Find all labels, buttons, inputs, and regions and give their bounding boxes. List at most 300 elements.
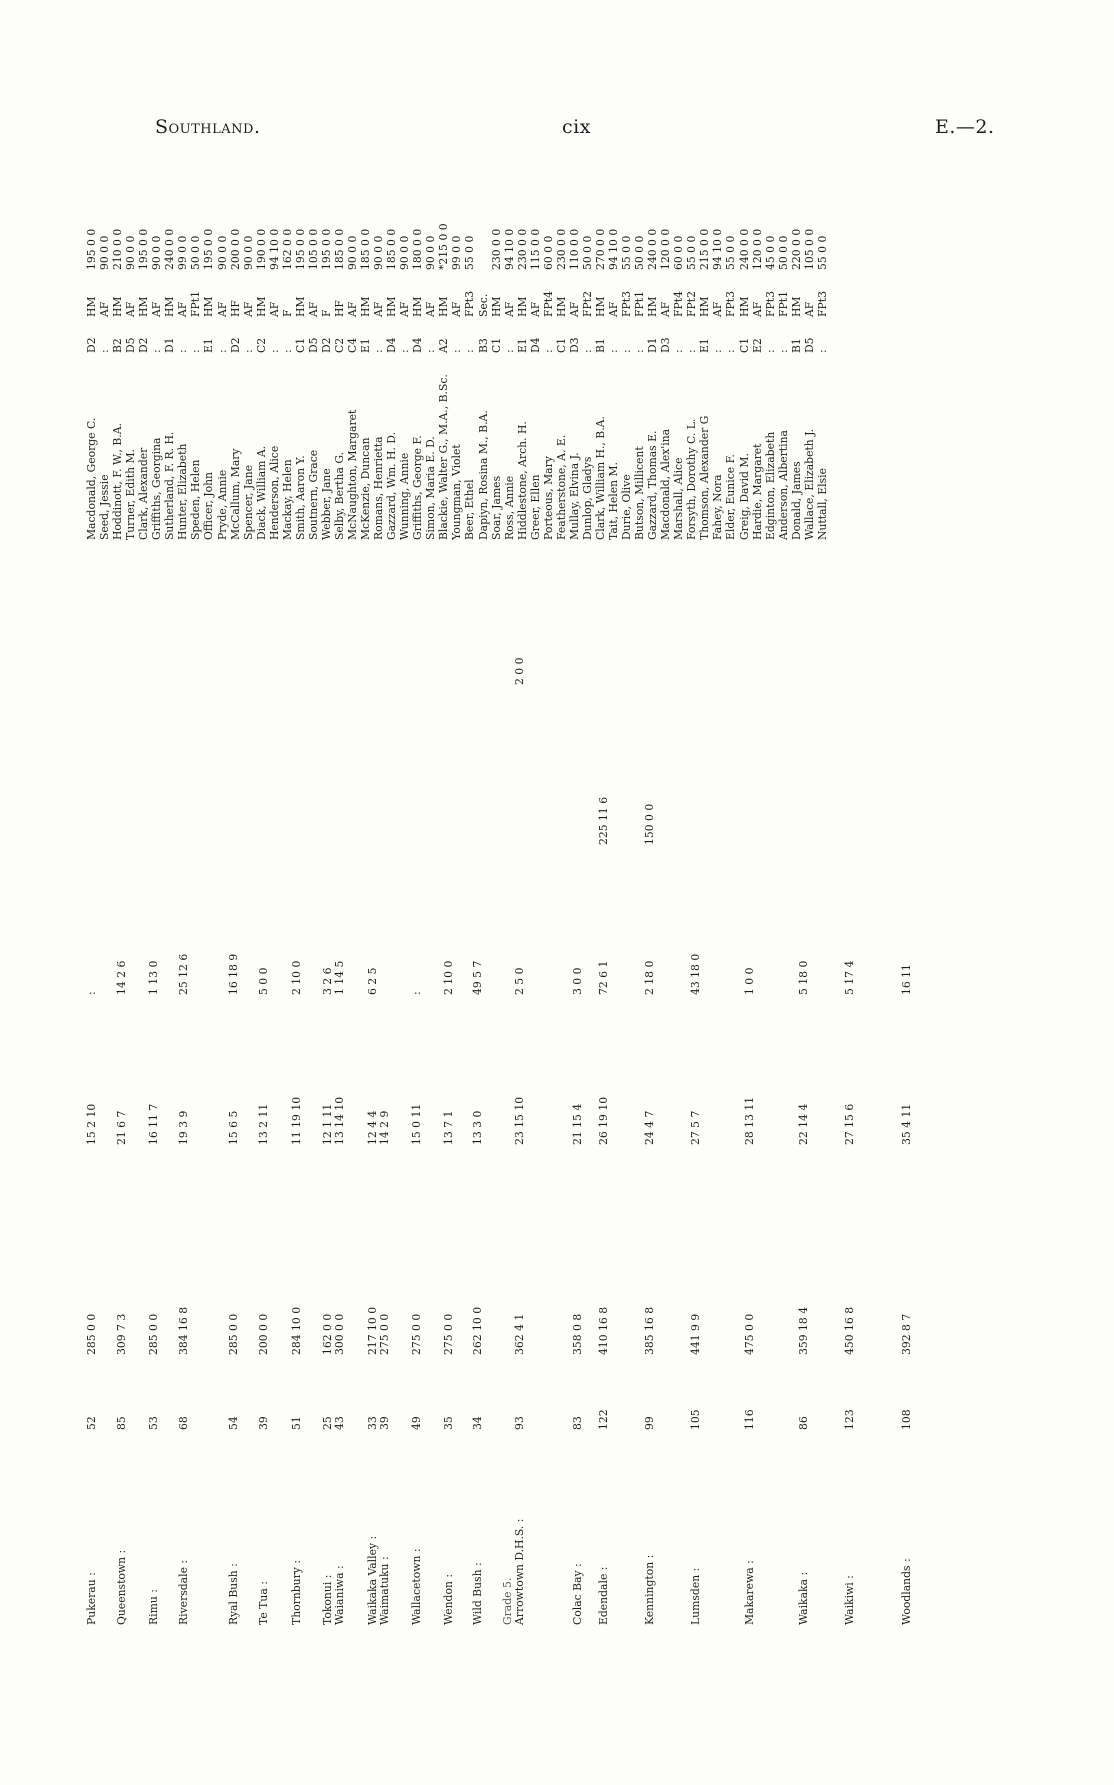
teacher-salary: 120 0 0 <box>659 228 673 270</box>
teacher-position: AF <box>750 301 764 317</box>
teacher-position: AF <box>607 301 620 317</box>
teacher-position: AF <box>398 301 412 317</box>
school-roll: 85 <box>115 1416 128 1430</box>
teacher-name: Macdonald, Alex'ina <box>659 428 673 540</box>
teacher-name: Youngman, Violet <box>450 444 464 540</box>
teacher-certificate: : <box>241 349 255 353</box>
school-salary: 450 16 8 <box>843 1306 856 1355</box>
school-name: Kennington : <box>643 1554 656 1625</box>
teacher-position: HM <box>163 296 177 317</box>
school-roll: 39 <box>257 1416 270 1430</box>
teacher-position: AF <box>346 301 359 317</box>
teacher-salary: 195 0 0 <box>85 228 98 270</box>
teacher-salary: 195 0 0 <box>293 228 307 270</box>
teacher-position: FPt4 <box>541 291 555 317</box>
teacher-position: FPt3 <box>724 291 738 317</box>
school-allowance: 19 3 9 <box>177 1110 190 1145</box>
teacher-certificate: D2 <box>137 337 151 353</box>
teacher-position: AF <box>372 301 386 317</box>
teacher-certificate: : <box>620 349 634 353</box>
teacher-name: Selby, Bertha G. <box>332 452 346 540</box>
school-name: Arrowtown D.H.S. : <box>513 1518 526 1625</box>
school-extra: 72 6 1 <box>597 960 610 995</box>
teacher-certificate: : <box>633 349 647 353</box>
grade-label: Grade 5. <box>501 1577 514 1625</box>
school-extra: 5 18 0 <box>797 960 810 995</box>
teacher-position: HM <box>359 296 373 317</box>
teacher-salary: 195 0 0 <box>202 228 216 270</box>
teacher-salary: 45 0 0 <box>763 235 777 270</box>
teacher-name: Blackie, Walter G., M.A., B.Sc. <box>437 374 451 540</box>
teacher-name: Mullay, Elvina J. <box>567 452 581 540</box>
building-grant: 150 0 0 <box>643 803 656 845</box>
teacher-certificate: C2 <box>254 337 268 353</box>
teacher-certificate: E1 <box>698 338 712 353</box>
teacher-certificate: : <box>580 349 594 353</box>
teacher-position: HM <box>698 296 712 317</box>
school-allowance: 16 11 7 <box>147 1103 160 1145</box>
teacher-certificate: D2 <box>85 337 98 353</box>
rotated-table <box>85 185 1045 1625</box>
school-salary: 392 8 7 <box>900 1313 913 1355</box>
teacher-position: HM <box>293 296 307 317</box>
teacher-certificate: : <box>98 349 112 353</box>
school-name: Tokonui : <box>321 1574 334 1625</box>
school-salary: 285 0 0 <box>147 1313 160 1355</box>
teacher-salary: 162 0 0 <box>280 228 294 270</box>
school-extra: 16 18 9 <box>227 953 240 995</box>
teacher-name: Sutherland, F. R. H. <box>163 431 177 540</box>
teacher-position: FPt1 <box>189 291 203 317</box>
teacher-name: Soar, James <box>489 475 503 540</box>
teacher-salary: 55 0 0 <box>463 235 477 270</box>
teacher-position: HM <box>593 296 607 317</box>
school-extra: 2 10 0 <box>442 960 455 995</box>
school-allowance: 24 4 7 <box>643 1110 656 1145</box>
school-salary: 475 0 0 <box>743 1313 756 1355</box>
school-roll: 33 <box>366 1416 379 1430</box>
teacher-salary: 60 0 0 <box>672 235 686 270</box>
school-roll: 123 <box>843 1409 856 1430</box>
school-name: Ryal Bush : <box>227 1563 240 1625</box>
teacher-position: AF <box>150 301 164 317</box>
school-salary: 284 10 0 <box>290 1306 303 1355</box>
teacher-salary: 90 0 0 <box>150 235 164 270</box>
school-name: Woodlands : <box>900 1558 913 1625</box>
teacher-certificate: : <box>724 349 738 353</box>
teacher-salary: 90 0 0 <box>241 235 255 270</box>
teacher-name: Webber, Jane <box>319 468 333 540</box>
teacher-position: AF <box>267 301 281 317</box>
school-salary: 200 0 0 <box>257 1313 270 1355</box>
teacher-salary: 94 10 0 <box>267 228 281 270</box>
teacher-name: McCallum, Mary <box>228 448 242 540</box>
teacher-position: AF <box>450 301 464 317</box>
teacher-salary: 90 0 0 <box>124 235 138 270</box>
teacher-position: HF <box>332 300 346 317</box>
school-salary: 385 16 8 <box>643 1306 656 1355</box>
school-roll: 83 <box>571 1416 584 1430</box>
school-roll: 25 <box>321 1416 334 1430</box>
teacher-name: Edginton, Elizabeth <box>763 431 777 540</box>
teacher-position: F <box>280 309 294 317</box>
header-reference: E.—2. <box>935 116 995 138</box>
school-extra: 1 0 0 <box>743 967 756 995</box>
teacher-certificate: : <box>711 349 725 353</box>
teacher-name: Officer, John <box>202 472 216 540</box>
teacher-certificate: C1 <box>293 337 307 353</box>
teacher-name: Greer, Ellen <box>528 474 542 540</box>
teacher-position: AF <box>567 301 581 317</box>
school-extra: 2 18 0 <box>643 960 656 995</box>
teacher-position: AF <box>802 301 816 317</box>
teacher-position: HM <box>646 296 660 317</box>
school-name: Riversdale : <box>177 1559 190 1625</box>
teacher-salary: 99 0 0 <box>176 235 190 270</box>
teacher-position: HM <box>111 296 125 317</box>
school-extra: 14 2 6 <box>115 960 128 995</box>
teacher-salary: 230 0 0 <box>489 228 503 270</box>
teacher-certificate: D5 <box>306 337 320 353</box>
teacher-certificate: B3 <box>476 338 490 353</box>
school-extra: 3 2 6 <box>321 967 334 995</box>
teacher-certificate: D2 <box>228 337 242 353</box>
teacher-name: Henderson, Alice <box>267 445 281 540</box>
school-salary: 285 0 0 <box>227 1313 240 1355</box>
teacher-salary: 195 0 0 <box>319 228 333 270</box>
teacher-name: Romans, Henrietta <box>372 436 386 540</box>
teacher-name: Wallace, Elizabeth J. <box>802 428 816 540</box>
school-salary: 275 0 0 <box>442 1313 455 1355</box>
teacher-position: FPt1 <box>776 291 790 317</box>
school-extra: 43 18 0 <box>689 953 702 995</box>
teacher-salary: 110 0 0 <box>567 228 581 270</box>
teacher-position: AF <box>711 301 725 317</box>
teacher-certificate: C2 <box>332 337 346 353</box>
school-name: Te Tua : <box>257 1581 270 1625</box>
teacher-certificate: D3 <box>659 337 673 353</box>
teacher-position: FPt3 <box>763 291 777 317</box>
school-roll: 93 <box>513 1416 526 1430</box>
teacher-name: Gazzard, Wm. H. D. <box>385 432 399 540</box>
teacher-salary: 105 0 0 <box>306 228 320 270</box>
teacher-name: McKenzie, Duncan <box>359 437 373 540</box>
school-allowance: 21 6 7 <box>115 1110 128 1145</box>
teacher-salary: 185 0 0 <box>385 228 399 270</box>
header-page-number: cix <box>562 116 591 138</box>
school-name: Waikaka : <box>797 1571 810 1625</box>
teacher-position: AF <box>502 301 516 317</box>
school-allowance: 13 14 10 <box>333 1096 346 1145</box>
teacher-certificate: C1 <box>489 337 503 353</box>
school-name: Edendale : <box>597 1566 610 1625</box>
school-allowance: 12 1 11 <box>321 1103 334 1145</box>
school-roll: 52 <box>85 1416 98 1430</box>
school-name: Wallacetown : <box>410 1548 423 1625</box>
teacher-salary: 230 0 0 <box>515 228 529 270</box>
school-salary: 300 0 0 <box>333 1313 346 1355</box>
school-salary: 358 0 8 <box>571 1313 584 1355</box>
school-name: Wild Bush : <box>471 1562 484 1625</box>
teacher-position: HM <box>489 296 503 317</box>
teacher-name: Elder, Eunice F. <box>724 454 738 540</box>
school-allowance: 14 2 9 <box>378 1110 391 1145</box>
building-grant: 225 11 6 <box>597 796 610 845</box>
teacher-certificate: : <box>502 349 516 353</box>
teacher-certificate: C1 <box>737 337 751 353</box>
teacher-position: HM <box>737 296 751 317</box>
school-allowance: 22 14 4 <box>797 1103 810 1145</box>
school-roll: 122 <box>597 1409 610 1430</box>
teacher-salary: 115 0 0 <box>528 228 542 270</box>
school-allowance: 15 2 10 <box>85 1103 98 1145</box>
teacher-salary: 200 0 0 <box>228 228 242 270</box>
teacher-certificate: D1 <box>163 337 177 353</box>
teacher-name: Clark, William H., B.A. <box>593 416 607 540</box>
teacher-salary: 270 0 0 <box>593 228 607 270</box>
teacher-certificate: C4 <box>346 337 359 353</box>
teacher-name: Marshall, Alice <box>672 457 686 540</box>
teacher-name: Dapiyn, Rosina M., B.A. <box>476 410 490 540</box>
teacher-position: FPt4 <box>672 291 686 317</box>
teacher-name: Durie, Olive <box>620 474 634 540</box>
teacher-certificate: E1 <box>515 338 529 353</box>
teacher-certificate: : <box>672 349 686 353</box>
school-allowance: 12 4 4 <box>366 1110 379 1145</box>
teacher-salary: 240 0 0 <box>646 228 660 270</box>
teacher-certificate: D5 <box>802 337 816 353</box>
school-allowance: 13 3 0 <box>471 1110 484 1145</box>
teacher-certificate: : <box>685 349 699 353</box>
teacher-position: AF <box>659 301 673 317</box>
teacher-certificate: : <box>541 349 555 353</box>
teacher-name: Wunning, Annie <box>398 452 412 540</box>
teacher-salary: 180 0 0 <box>411 228 425 270</box>
teacher-name: Beer, Ethel <box>463 479 477 540</box>
teacher-certificate: D5 <box>124 337 138 353</box>
teacher-salary: 50 0 0 <box>189 235 203 270</box>
teacher-certificate: A2 <box>437 338 451 353</box>
teacher-certificate: : <box>150 349 164 353</box>
teacher-position: FPt2 <box>685 291 699 317</box>
school-allowance: 13 2 11 <box>257 1103 270 1145</box>
teacher-name: McNaughton, Margaret <box>346 409 359 540</box>
school-name: Wendon : <box>442 1574 455 1625</box>
teacher-name: Turner, Edith M. <box>124 449 138 540</box>
school-roll: 49 <box>410 1416 423 1430</box>
teacher-position: HM <box>789 296 803 317</box>
school-salary: 285 0 0 <box>85 1313 98 1355</box>
teacher-certificate: : <box>607 349 620 353</box>
school-name: Pukerau : <box>85 1572 98 1625</box>
teacher-salary: 185 0 0 <box>359 228 373 270</box>
school-extra: : <box>410 991 423 995</box>
school-roll: 105 <box>689 1409 702 1430</box>
teacher-certificate: : <box>763 349 777 353</box>
teacher-name: Thomson, Alexander G <box>698 415 712 540</box>
school-salary: 275 0 0 <box>410 1313 423 1355</box>
teacher-name: Donald, James <box>789 461 803 540</box>
teacher-position: FPt3 <box>620 291 634 317</box>
school-extra: 6 2 5 <box>366 967 379 995</box>
school-salary: 217 10 0 <box>366 1306 379 1355</box>
teacher-salary: 94 10 0 <box>502 228 516 270</box>
school-extra: 49 5 7 <box>471 960 484 995</box>
teacher-salary: 90 0 0 <box>424 235 438 270</box>
school-roll: 86 <box>797 1416 810 1430</box>
teacher-name: Simon, Maria E. D. <box>424 436 438 540</box>
school-roll: 51 <box>290 1416 303 1430</box>
school-roll: 43 <box>333 1416 346 1430</box>
teacher-salary: *215 0 0 <box>437 223 451 270</box>
teacher-salary: 105 0 0 <box>802 228 816 270</box>
teacher-position: HM <box>202 296 216 317</box>
teacher-position: HM <box>254 296 268 317</box>
teacher-salary: 90 0 0 <box>398 235 412 270</box>
teacher-certificate: B2 <box>111 338 125 353</box>
teacher-position: FPt3 <box>815 291 829 317</box>
teacher-name: Greig, David M. <box>737 453 751 540</box>
teacher-name: Smith, Aaron Y. <box>293 455 307 540</box>
teacher-certificate: : <box>398 349 412 353</box>
school-roll: 116 <box>743 1409 756 1430</box>
teacher-salary: 90 0 0 <box>346 235 359 270</box>
school-name: Waimatuku : <box>378 1556 391 1625</box>
school-extra: 1 13 0 <box>147 960 160 995</box>
school-name: Makarewa : <box>743 1560 756 1625</box>
teacher-name: Fahey, Nora <box>711 474 725 540</box>
school-name: Rimu : <box>147 1589 160 1625</box>
teacher-position: FPt2 <box>580 291 594 317</box>
teacher-position: FPt1 <box>633 291 647 317</box>
teacher-name: Dunlop, Gladys <box>580 456 594 540</box>
teacher-name: Hunter, Elizabeth <box>176 443 190 540</box>
header-district: Southland. <box>155 116 261 138</box>
teacher-certificate: B1 <box>593 338 607 353</box>
other-grant: 2 0 0 <box>513 657 526 685</box>
teacher-certificate: : <box>450 349 464 353</box>
teacher-salary: 230 0 0 <box>554 228 568 270</box>
school-allowance: 15 6 5 <box>227 1110 240 1145</box>
teacher-name: Tait, Helen M. <box>607 462 620 540</box>
school-extra: 16 11 <box>900 964 913 995</box>
teacher-salary: 240 0 0 <box>163 228 177 270</box>
teacher-salary: 120 0 0 <box>750 228 764 270</box>
teacher-salary: 210 0 0 <box>111 228 125 270</box>
school-extra: 25 12 6 <box>177 953 190 995</box>
school-extra: 2 10 0 <box>290 960 303 995</box>
teacher-salary: 220 0 0 <box>789 228 803 270</box>
teacher-salary: 190 0 0 <box>254 228 268 270</box>
teacher-position: HM <box>385 296 399 317</box>
teacher-position: FPt3 <box>463 291 477 317</box>
teacher-certificate: C1 <box>554 337 568 353</box>
school-allowance: 35 4 11 <box>900 1103 913 1145</box>
school-name: Colac Bay : <box>571 1563 584 1625</box>
teacher-position: AF <box>528 301 542 317</box>
school-allowance: 28 13 11 <box>743 1096 756 1145</box>
teacher-certificate: : <box>176 349 190 353</box>
teacher-certificate: : <box>215 349 229 353</box>
teacher-certificate: : <box>280 349 294 353</box>
school-roll: 35 <box>442 1416 455 1430</box>
school-allowance: 11 19 10 <box>290 1096 303 1145</box>
school-salary: 262 10 0 <box>471 1306 484 1355</box>
teacher-certificate: : <box>815 349 829 353</box>
teacher-position: HM <box>85 296 98 317</box>
teacher-position: F <box>319 309 333 317</box>
teacher-name: Featherstone, A. E. <box>554 434 568 540</box>
teacher-name: Hoddinott, F. W., B.A. <box>111 423 125 540</box>
school-name: Waikaka Valley : <box>366 1535 379 1625</box>
teacher-salary: 90 0 0 <box>372 235 386 270</box>
school-extra: 2 5 0 <box>513 967 526 995</box>
teacher-certificate: D1 <box>646 337 660 353</box>
school-allowance: 21 15 4 <box>571 1103 584 1145</box>
teacher-salary: 55 0 0 <box>620 235 634 270</box>
school-salary: 275 0 0 <box>378 1313 391 1355</box>
teacher-position: AF <box>241 301 255 317</box>
school-extra: 1 14 5 <box>333 960 346 995</box>
teacher-salary: 90 0 0 <box>215 235 229 270</box>
teacher-certificate: E1 <box>202 338 216 353</box>
teacher-name: Porteous, Mary <box>541 456 555 540</box>
teacher-salary: 215 0 0 <box>698 228 712 270</box>
teacher-position: Sec. <box>476 293 490 317</box>
teacher-name: Hardie, Margaret <box>750 443 764 540</box>
teacher-position: AF <box>98 301 112 317</box>
school-name: Waikiwi : <box>843 1575 856 1625</box>
school-salary: 359 18 4 <box>797 1306 810 1355</box>
school-roll: 34 <box>471 1416 484 1430</box>
teacher-name: Macdonald, George C. <box>85 417 98 540</box>
teacher-name: Griffiths, Georgina <box>150 437 164 540</box>
teacher-certificate: D4 <box>411 337 425 353</box>
teacher-position: AF <box>124 301 138 317</box>
teacher-name: Ross, Annie <box>502 475 516 540</box>
school-allowance: 15 0 11 <box>410 1103 423 1145</box>
school-roll: 53 <box>147 1416 160 1430</box>
teacher-name: Seed, Jessie <box>98 474 112 540</box>
school-extra: 3 0 0 <box>571 967 584 995</box>
teacher-position: HM <box>554 296 568 317</box>
school-name: Thornbury : <box>290 1560 303 1625</box>
teacher-name: Hiddlestone, Arch. H. <box>515 421 529 540</box>
teacher-salary: 55 0 0 <box>685 235 699 270</box>
teacher-salary: 195 0 0 <box>137 228 151 270</box>
teacher-salary: 99 0 0 <box>450 235 464 270</box>
school-extra: 5 0 0 <box>257 967 270 995</box>
school-salary: 362 4 1 <box>513 1313 526 1355</box>
teacher-name: Forsyth, Dorothy C. L. <box>685 418 699 540</box>
school-extra: : <box>85 991 98 995</box>
school-name: Queenstown : <box>115 1549 128 1625</box>
school-allowance: 27 5 7 <box>689 1110 702 1145</box>
teacher-name: Butson, Millicent <box>633 446 647 540</box>
teacher-name: Diack, William A. <box>254 445 268 540</box>
teacher-name: Pryde, Annie <box>215 469 229 540</box>
school-allowance: 26 19 10 <box>597 1096 610 1145</box>
teacher-certificate: D4 <box>385 337 399 353</box>
teacher-salary: 55 0 0 <box>815 235 829 270</box>
teacher-position: HF <box>228 300 242 317</box>
teacher-salary: 60 0 0 <box>541 235 555 270</box>
teacher-salary: 94 10 0 <box>711 228 725 270</box>
school-name: Lumsden : <box>689 1567 702 1625</box>
school-salary: 309 7 3 <box>115 1313 128 1355</box>
teacher-name: Nuttall, Elsie <box>815 467 829 540</box>
school-allowance: 13 7 1 <box>442 1110 455 1145</box>
